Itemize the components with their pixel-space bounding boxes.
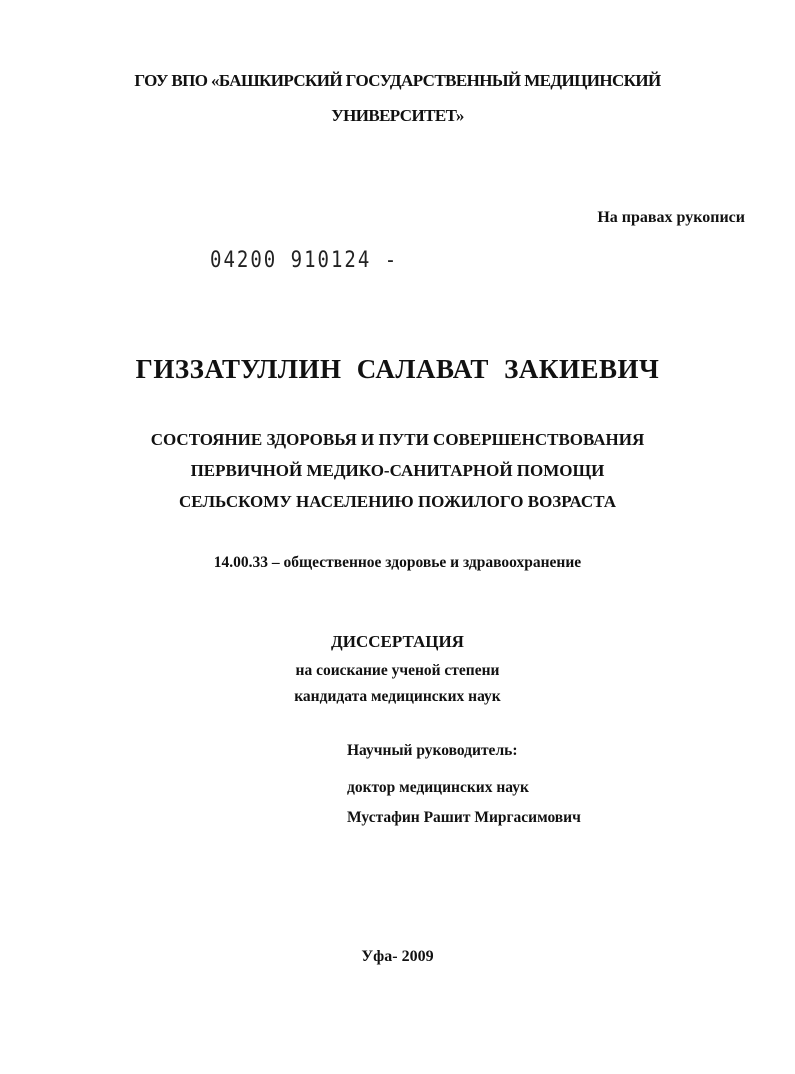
degree-application-line: на соискание ученой степени <box>295 662 500 679</box>
author-name: ГИЗЗАТУЛЛИН САЛАВАТ ЗАКИЕВИЧ <box>135 354 660 384</box>
specialty-code: 14.00.33 – общественное здоровье и здравоохранение <box>213 554 582 571</box>
dissertation-label: ДИССЕРТАЦИЯ <box>331 632 464 651</box>
dissertation-topic-line3: СЕЛЬСКОМУ НАСЕЛЕНИЮ ПОЖИЛОГО ВОЗРАСТА <box>179 492 616 511</box>
institution-name-line2: УНИВЕРСИТЕТ» <box>331 106 464 125</box>
supervisor-degree: доктор медицинских наук <box>347 779 529 796</box>
library-stamp-number: 04200 910124 - <box>210 247 399 273</box>
city-year: Уфа- 2009 <box>361 948 434 965</box>
supervisor-name: Мустафин Рашит Миргасимович <box>347 809 581 826</box>
supervisor-label: Научный руководитель: <box>347 742 518 759</box>
dissertation-topic-line2: ПЕРВИЧНОЙ МЕДИКО-САНИТАРНОЙ ПОМОЩИ <box>190 461 605 480</box>
institution-name-line1: ГОУ ВПО «БАШКИРСКИЙ ГОСУДАРСТВЕННЫЙ МЕДИЦИНСКИЙ <box>134 71 661 90</box>
manuscript-rights-note: На правах рукописи <box>597 209 745 226</box>
degree-name-line: кандидата медицинских наук <box>294 688 501 705</box>
dissertation-topic-line1: СОСТОЯНИЕ ЗДОРОВЬЯ И ПУТИ СОВЕРШЕНСТВОВАНИЯ <box>150 430 645 449</box>
